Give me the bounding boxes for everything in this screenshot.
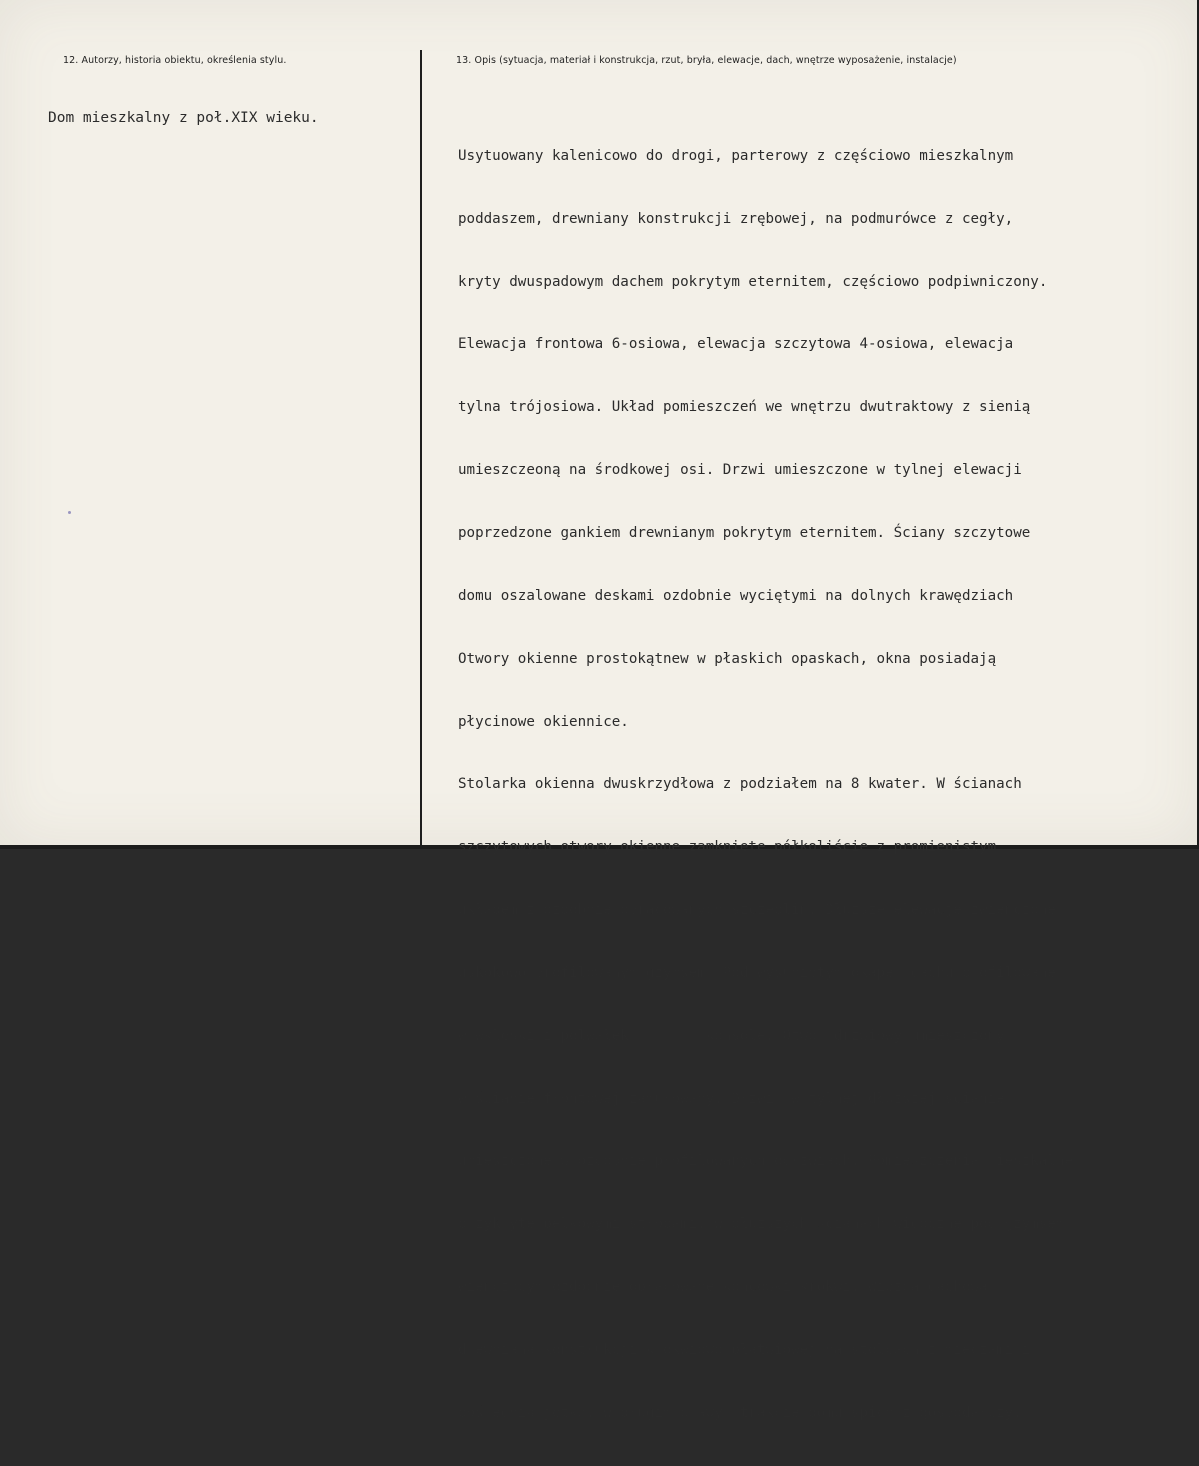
- description-line: tylna trójosiowa. Układ pomieszczeń we wnętrzu dwutraktowy z sienią: [458, 399, 1031, 416]
- section-13-description: [458, 104, 1073, 1466]
- column-divider: [420, 50, 422, 845]
- ink-speck: [68, 511, 71, 514]
- description-line: kryty dwuspadowym dachem pokrytym eternitem, częściowo podpiwniczony.: [458, 273, 1048, 290]
- description-line: uskokowo profilowanym gzymsem. Pod wysuniętym okapem dachu profilowane: [458, 964, 1056, 981]
- description-line: w ścianie frontowej zamurowany. Drzwi w tylnej dłuższej ścianie: [458, 1090, 1005, 1107]
- description-line: płycinowe okiennice.: [458, 713, 629, 730]
- description-line: w wklęski i półwałek konsole. Otwór drzwiowy umieszczony: [458, 1027, 1005, 1044]
- description-line: umieszczeoną na środkowej osi. Drzwi umieszczone w tylnej elewacji: [458, 462, 1022, 479]
- description-line: układem z ozdobnie opracowanych szczeblin. Dłuższe elewacje zwieńczone: [458, 902, 1056, 919]
- description-line: Usytuowany kalenicowo do drogi, parterowy z częściowo mieszkalnym: [458, 147, 1014, 164]
- section-13-heading: 13. Opis (sytuacja, materiał i konstrukcja, rzut, bryła, elewacje, dach, wnętrze wyposażenie, instalacje): [456, 55, 957, 66]
- description-line: poddaszem, drewniany konstrukcji zrębowej, na podmurówce z cegły,: [458, 210, 1014, 227]
- description-line: umieszczone w ozdobnie profilowanych odrzwiach. Pomieszczenia mieszkalne: [458, 1153, 1073, 1170]
- description-line: poprzedzone gankiem drewnianym pokrytym eternitem. Ściany szczytowe: [458, 524, 1031, 541]
- description-line: przykryte belkowymi stropami. W dłuższych ścianach widoczne pod gzymsem: [458, 1216, 1065, 1233]
- description-line: wieńczącym ozdobnie opracowane końcówki krokwi. Więźba dachowa: [458, 1279, 988, 1296]
- section-12-text: Dom mieszkalny z poł.XIX wieku.: [48, 110, 319, 126]
- description-line: Otwory okienne prostokątnew w płaskich opaskach, okna posiadają: [458, 650, 997, 667]
- description-line: drewniana konstrukcji krokwiowo-płatwiowej na stolcach z mieczami i: [458, 1341, 1031, 1358]
- description-line: domu oszalowane deskami ozdobnie wyciętymi na dolnych krawędziach: [458, 587, 1014, 604]
- description-line: Elewacja frontowa 6-osiowa, elewacja szczytowa 4-osiowa, elewacja: [458, 336, 1014, 353]
- description-line: szczytowych otwory okienne zamknięte półkoliście z promienistym: [458, 839, 997, 856]
- description-line: Stolarka okienna dwuskrzydłowa z podziałem na 8 kwater. W ścianach: [458, 776, 1022, 793]
- description-line: pośrednią jętką. W drugim prawym trakcie domu spichrz gospodarczy.: [458, 1404, 1022, 1421]
- section-12-heading: 12. Autorzy, historia obiektu, określenia stylu.: [63, 55, 287, 66]
